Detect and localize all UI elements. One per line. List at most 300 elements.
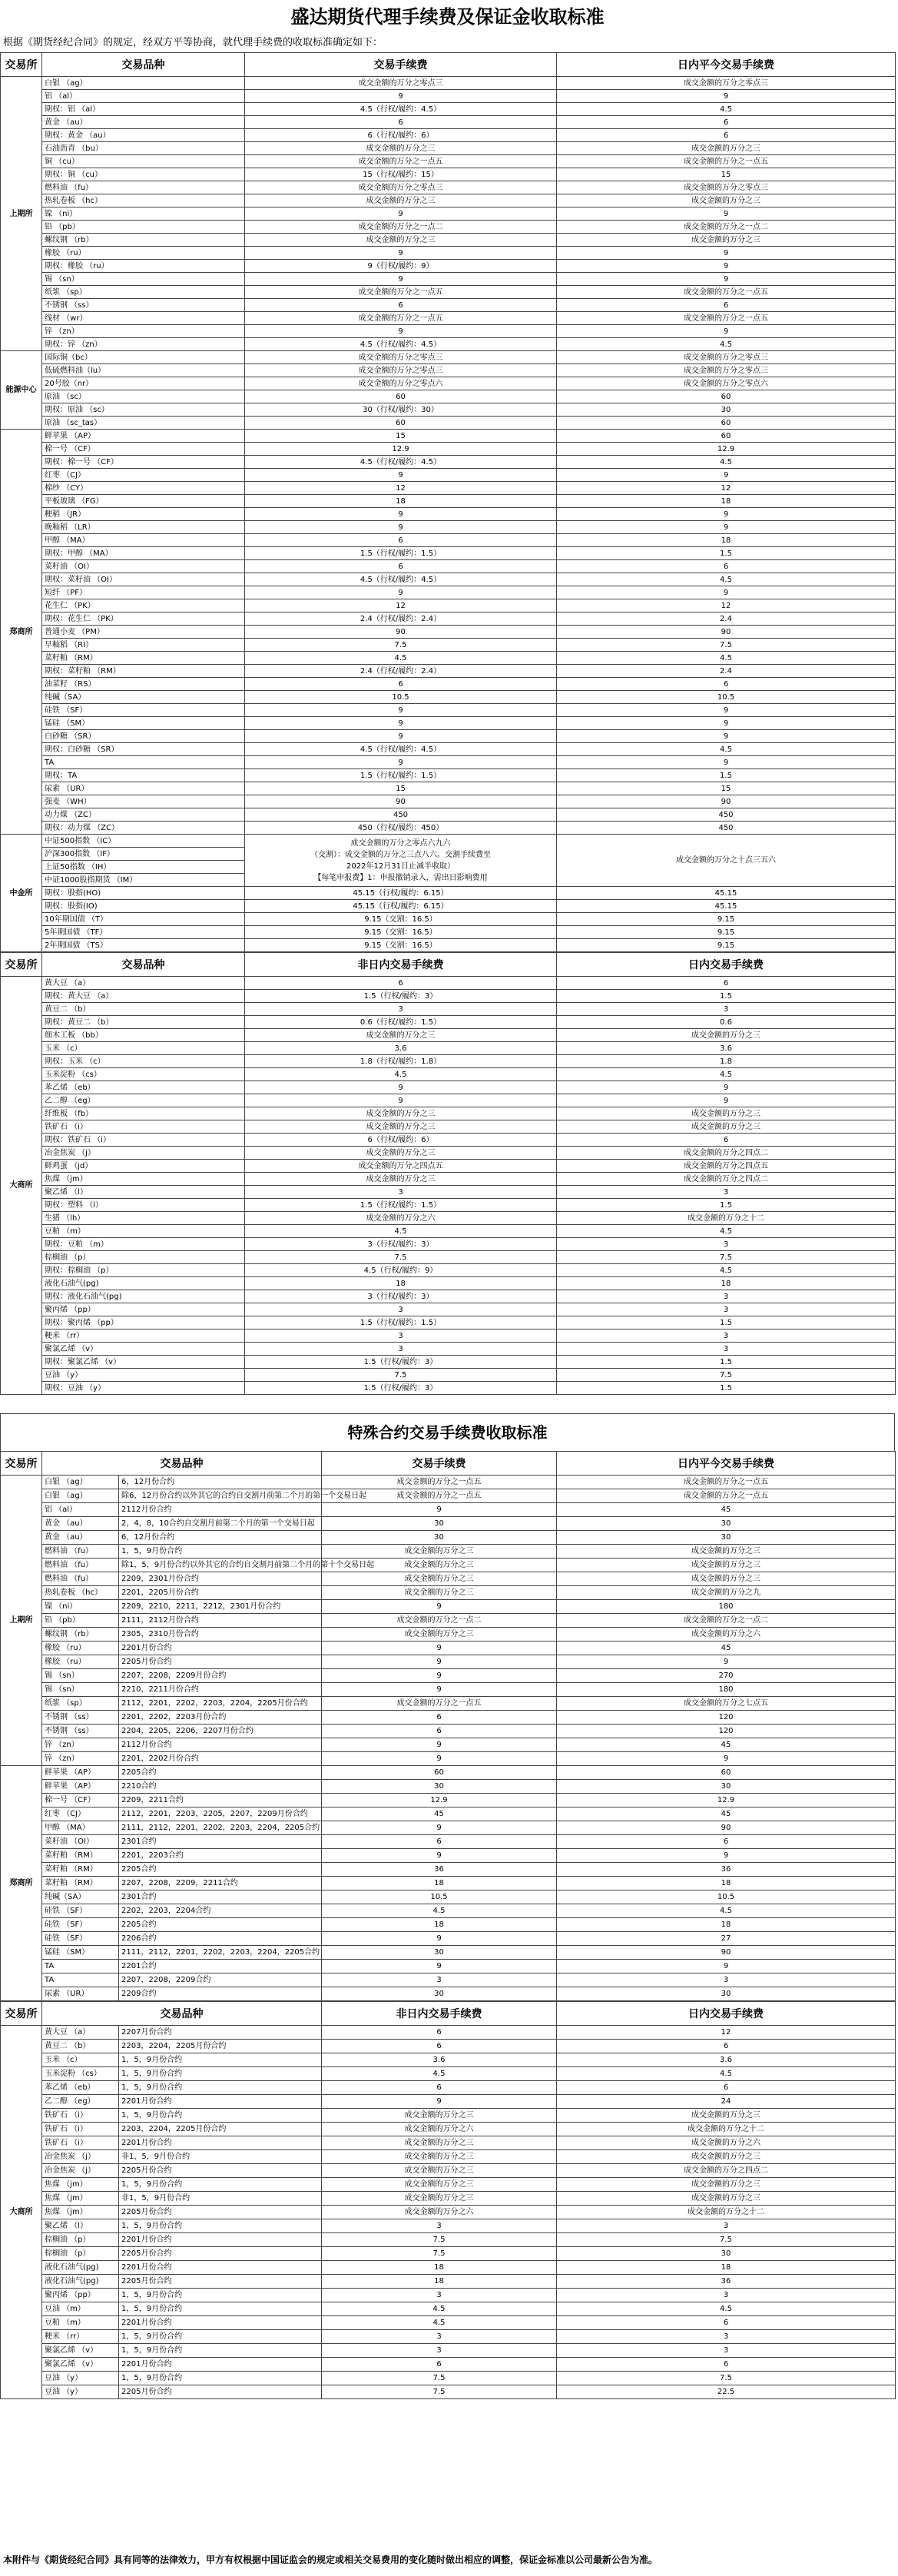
product-name: 螺纹钢 （rb）: [42, 234, 245, 247]
fee-value: 9: [245, 704, 557, 717]
product-name: 硅铁 （SF）: [42, 1932, 119, 1946]
fee-value: 4.5（行权/履约：4.5）: [245, 456, 557, 469]
fee-value: 30: [322, 1517, 557, 1531]
fee-value: 15: [245, 782, 557, 795]
product-name: 期权：黄金 （au）: [42, 129, 245, 142]
table-row: [1, 521, 896, 534]
product-name: 聚乙烯 （l）: [42, 2219, 119, 2233]
intraday-fee-value: 6: [557, 116, 896, 129]
intraday-fee-value: 2.4: [557, 665, 896, 678]
product-name: 乙二醇 （eg）: [42, 1094, 245, 1107]
intraday-fee-value: 3: [557, 1003, 896, 1016]
exchange-name: 能源中心: [1, 351, 42, 430]
product-name: 尿素 （UR）: [42, 782, 245, 795]
table-row: [1, 2206, 896, 2219]
table-row: [1, 1238, 896, 1251]
intraday-fee-value: 1.5: [557, 1382, 896, 1395]
contract-months: 2206合约: [119, 1932, 322, 1946]
intraday-fee-value: 3: [557, 1186, 896, 1199]
table-row: [1, 1863, 896, 1877]
product-name: 焦煤 （jm）: [42, 2206, 119, 2219]
table-row: [1, 887, 896, 900]
fee-value: 成交金额的万分之三: [245, 142, 557, 155]
intraday-fee-value: 4.5: [557, 2067, 896, 2081]
intraday-fee-value: 成交金额的万分之九: [557, 1586, 896, 1600]
table-row: [1, 2081, 896, 2095]
table-row: [1, 756, 896, 769]
contract-months: 非1，5，9月份合约: [119, 2192, 322, 2206]
table-row: [1, 495, 896, 508]
fee-value: 成交金额的万分之零点六: [245, 377, 557, 390]
table-row: [1, 782, 896, 795]
product-name: 期权：铁矿石 （i）: [42, 1134, 245, 1147]
table-row: [1, 1614, 896, 1628]
contract-months: 1，5，9月份合约: [119, 2178, 322, 2192]
intraday-fee-value: 成交金额的万分之四点二: [557, 2164, 896, 2178]
intraday-fee-value: 4.5: [557, 103, 896, 116]
product-name: 锌 （zn）: [42, 325, 245, 338]
contract-months: 2207，2208，2209月份合约: [119, 1669, 322, 1683]
fee-value: 3（行权/履约：3）: [245, 1290, 557, 1303]
table-row: [1, 1186, 896, 1199]
table-row: [1, 2178, 896, 2192]
intraday-fee-value: 成交金额的万分之三: [557, 2109, 896, 2123]
intraday-fee-value: 30: [557, 1531, 896, 1545]
table-row: [1, 77, 896, 90]
table-row: [1, 560, 896, 573]
product-name: 锡 （sn）: [42, 1683, 119, 1697]
table-row: [1, 612, 896, 626]
fee-value: 3: [322, 2289, 557, 2302]
fee-value: 6: [245, 534, 557, 547]
fee-value: 6: [245, 678, 557, 691]
table-row: [1, 534, 896, 547]
intro-text: 根据《期货经纪合同》的规定，经双方平等协商，就代理手续费的收取标准确定如下：: [3, 37, 383, 48]
product-name: 玉米淀粉 （cs）: [42, 2067, 119, 2081]
contract-months: 2205月份合约: [119, 2275, 322, 2289]
product-name: 黄金 （au）: [42, 1531, 119, 1545]
fee-value: 成交金额的万分之三: [322, 2164, 557, 2178]
contract-months: 1，5，9月份合约: [119, 2289, 322, 2302]
table-row: [1, 1738, 896, 1752]
table-row: [1, 1794, 896, 1808]
intraday-fee-value: 6: [557, 2040, 896, 2053]
fee-value: 成交金额的万分之三: [322, 2192, 557, 2206]
intraday-fee-value: 成交金额的万分之一点五: [557, 1476, 896, 1489]
product-name: 期权：锌 （zn）: [42, 338, 245, 351]
fee-value: 9: [245, 273, 557, 286]
product-name: 聚氯乙烯 （v）: [42, 2344, 119, 2358]
table-row: [1, 626, 896, 639]
product-name: TA: [42, 1973, 119, 1987]
product-name: 甲醇 （MA）: [42, 534, 245, 547]
header-row: [1, 1452, 896, 1476]
intraday-fee-value: 45: [557, 1808, 896, 1821]
table-row: [1, 2053, 896, 2067]
intraday-fee-value: 18: [557, 1877, 896, 1891]
intraday-fee-value: 9: [557, 247, 896, 260]
table-row: [1, 990, 896, 1003]
intraday-fee-value: 4.5: [557, 652, 896, 665]
intraday-fee-value: 36: [557, 1863, 896, 1877]
fee-value: 3: [245, 1329, 557, 1343]
table-row: [1, 1199, 896, 1212]
fee-value: 1.5（行权/履约：1.5）: [245, 769, 557, 782]
table-row: [1, 417, 896, 430]
fee-value: 9: [245, 325, 557, 338]
intraday-fee-value: 30: [557, 1780, 896, 1794]
product-name: 菜籽粕 （RM）: [42, 1877, 119, 1891]
intraday-fee-value: 45.15: [557, 887, 896, 900]
product-name: 硅铁 （SF）: [42, 1918, 119, 1932]
contract-months: 2305，2310月份合约: [119, 1628, 322, 1642]
intraday-fee-value: 4.5: [557, 1068, 896, 1081]
fee-value: 6（行权/履约：6）: [245, 1134, 557, 1147]
intraday-fee-value: 1.5: [557, 1199, 896, 1212]
product-name: 石油沥青 （bu）: [42, 142, 245, 155]
product-name: 期权：液化石油气(pg): [42, 1290, 245, 1303]
product-name: 期权：股指(IO): [42, 900, 245, 913]
product-name: 期权：塑料 （l）: [42, 1199, 245, 1212]
fee-value: 6: [245, 977, 557, 990]
product-name: 硅铁 （SF）: [42, 704, 245, 717]
table-row: [1, 390, 896, 403]
table-row: [1, 1821, 896, 1835]
fee-value: 成交金额的万分之三: [245, 234, 557, 247]
product-name: 豆粕 （m）: [42, 1225, 245, 1238]
table-row: [1, 1343, 896, 1356]
header-fee: 非日内交易手续费: [322, 2002, 557, 2026]
fee-value: 1.5（行权/履约：3）: [245, 1382, 557, 1395]
product-name: 棉一号 （CF）: [42, 1794, 119, 1808]
product-name: 线材 （wr）: [42, 312, 245, 325]
table-row: [1, 1382, 896, 1395]
table-row: [1, 665, 896, 678]
intraday-fee-value: 成交金额的万分之一点五: [557, 155, 896, 168]
table-row: [1, 1642, 896, 1655]
product-name: 纯碱（SA）: [42, 1891, 119, 1904]
intraday-fee-value: 成交金额的万分之零点三: [557, 351, 896, 364]
fee-value: 9: [245, 1094, 557, 1107]
product-name: TA: [42, 756, 245, 769]
product-name: 热轧卷板 （hc）: [42, 1586, 119, 1600]
intraday-fee-value: 30: [557, 1987, 896, 2001]
fee-value: 9: [245, 730, 557, 743]
intraday-fee-value: 成交金额的万分之零点三: [557, 77, 896, 90]
intraday-fee-value: 9: [557, 756, 896, 769]
product-name: 聚乙烯 （l）: [42, 1186, 245, 1199]
intraday-fee-value: 18: [557, 2261, 896, 2275]
table-row: [1, 1055, 896, 1068]
intraday-fee-value: 7.5: [557, 2372, 896, 2385]
fee-value: 成交金额的万分之三: [245, 1147, 557, 1160]
product-name: 期权：铝 （al）: [42, 103, 245, 116]
product-name: 期权：橡胶 （ru）: [42, 260, 245, 273]
product-name: 焦煤 （jm）: [42, 2192, 119, 2206]
table-row: [1, 1303, 896, 1316]
fee-value: 45: [322, 1808, 557, 1821]
table-row: [1, 1932, 896, 1946]
table-row: [1, 704, 896, 717]
table-row: [1, 1503, 896, 1517]
intraday-fee-value: 60: [557, 390, 896, 403]
header-fee: 交易手续费: [322, 1452, 557, 1476]
product-name: 白银 （ag）: [42, 1489, 119, 1503]
fee-value: 成交金额的万分之零点三: [245, 181, 557, 194]
product-name: 苯乙烯 （eb）: [42, 1081, 245, 1094]
intraday-fee-value: 18: [557, 1918, 896, 1932]
fee-value: 45.15（行权/履约：6.15）: [245, 887, 557, 900]
product-name: 黄大豆 （a）: [42, 977, 245, 990]
fee-value: 4.5: [245, 652, 557, 665]
contract-months: 1，5，9月份合约: [119, 2302, 322, 2316]
fee-value: 9: [322, 1932, 557, 1946]
product-name: 豆油 （y）: [42, 2372, 119, 2385]
table-row: [1, 403, 896, 417]
table-row: [1, 652, 896, 665]
header-exchange: 交易所: [1, 2002, 42, 2026]
product-name: 红枣 （CJ）: [42, 1808, 119, 1821]
contract-months: 2112，2201，2203，2205，2207，2209月份合约: [119, 1808, 322, 1821]
intraday-fee-value: 12: [557, 482, 896, 495]
fee-value: 成交金额的万分之零点三: [245, 77, 557, 90]
table-row: [1, 1489, 896, 1503]
product-name: 鲜苹果 （AP）: [42, 430, 245, 443]
fee-value: 成交金额的万分之零点三: [245, 351, 557, 364]
contract-months: 6，12月份合约: [119, 1531, 322, 1545]
table-row: [1, 1029, 896, 1042]
product-name: 锰硅 （SM）: [42, 717, 245, 730]
table-row: [1, 456, 896, 469]
table-row: [1, 1697, 896, 1711]
table-row: [1, 586, 896, 599]
intraday-fee-value: 成交金额的万分之七点五: [557, 1697, 896, 1711]
table-row: [1, 573, 896, 586]
fee-value: 9: [322, 1655, 557, 1669]
product-name: 期权：棕榈油 （p）: [42, 1264, 245, 1277]
intraday-fee-value: 3: [557, 2330, 896, 2344]
header-exchange: 交易所: [1, 1452, 42, 1476]
table-row: [1, 2302, 896, 2316]
product-name: 黄金 （au）: [42, 116, 245, 129]
intraday-fee-value: 1.5: [557, 1356, 896, 1369]
table-row: [1, 1277, 896, 1290]
fee-value: 6: [245, 299, 557, 312]
intraday-fee-value: 7.5: [557, 1369, 896, 1382]
intraday-fee-value: 4.5: [557, 1225, 896, 1238]
table-row: [1, 1042, 896, 1055]
fee-value: 1.5（行权/履约：3）: [245, 990, 557, 1003]
intraday-fee-value: 3.6: [557, 1042, 896, 1055]
fee-value: 成交金额的万分之三: [322, 1628, 557, 1642]
intraday-fee-value: 60: [557, 430, 896, 443]
fee-value: 30: [322, 1780, 557, 1794]
contract-months: 2201月份合约: [119, 2316, 322, 2330]
table-row: [1, 2136, 896, 2150]
table-row: [1, 1356, 896, 1369]
intraday-fee-value: 成交金额的万分之四点五: [557, 1160, 896, 1173]
intraday-fee-value: 450: [557, 822, 896, 835]
product-name: 白砂糖 （SR）: [42, 730, 245, 743]
fee-value: 12: [245, 599, 557, 612]
intraday-fee-value: 1.5: [557, 769, 896, 782]
table-row: [1, 1094, 896, 1107]
intraday-fee-value: 9: [557, 1752, 896, 1766]
intraday-fee-value: 9: [557, 260, 896, 273]
product-name: 玉米淀粉 （cs）: [42, 1068, 245, 1081]
table-row: [1, 2316, 896, 2330]
fee-value: 成交金额的万分之一点五: [322, 1489, 557, 1503]
contract-months: 2201月份合约: [119, 2233, 322, 2247]
fee-value: 9: [322, 1503, 557, 1517]
product-name: 期权：动力煤 （ZC）: [42, 822, 245, 835]
table-row: [1, 1251, 896, 1264]
product-name: TA: [42, 1960, 119, 1973]
fee-value: 1.5（行权/履约：1.5）: [245, 1199, 557, 1212]
fee-value: 9: [322, 1683, 557, 1697]
intraday-fee-value: 90: [557, 795, 896, 808]
product-name: 20号胶（nr）: [42, 377, 245, 390]
table-row: [1, 717, 896, 730]
fee-value: 成交金额的万分之三: [322, 2109, 557, 2123]
table-row: [1, 155, 896, 168]
product-name: 上证50指数 （IH）: [42, 861, 245, 874]
intraday-fee-value: 4.5: [557, 456, 896, 469]
intraday-fee-value: 成交金额的万分之四点二: [557, 1147, 896, 1160]
product-name: 纯碱（SA）: [42, 691, 245, 704]
fee-table-dce: [0, 952, 896, 1395]
fee-value: 4.5（行权/履约：4.5）: [245, 743, 557, 756]
table-row: [1, 1835, 896, 1849]
fee-value: 3: [245, 1303, 557, 1316]
fee-value: 7.5: [322, 2385, 557, 2399]
table-row: [1, 1808, 896, 1821]
table-row: [1, 913, 896, 926]
table-row: [1, 1780, 896, 1794]
intraday-fee-value: 12.9: [557, 1794, 896, 1808]
intraday-fee-value: 90: [557, 1946, 896, 1960]
table-row: [1, 1016, 896, 1029]
table-row: [1, 1655, 896, 1669]
product-name: 期权：股指(HO): [42, 887, 245, 900]
header-row: [1, 53, 896, 77]
contract-months: 2205合约: [119, 1766, 322, 1780]
intraday-fee-value: 6: [557, 977, 896, 990]
product-name: 鲜鸡蛋 （jd）: [42, 1160, 245, 1173]
index-intraday-fee: 成交金额的万分之十点三五六: [557, 835, 896, 887]
fee-value: 30: [322, 1531, 557, 1545]
header-product: 交易品种: [42, 953, 245, 977]
intraday-fee-value: 180: [557, 1683, 896, 1697]
fee-value: 成交金额的万分之四点五: [245, 1160, 557, 1173]
table-row: [1, 260, 896, 273]
index-fee-line: （交割）：成交金额的万分之三点八六。交割手续费至: [310, 850, 491, 859]
fee-value: 9: [245, 247, 557, 260]
table-row: [1, 351, 896, 364]
product-name: 液化石油气(pg): [42, 2275, 119, 2289]
intraday-fee-value: 9.15: [557, 926, 896, 939]
contract-months: 2201月份合约: [119, 2358, 322, 2372]
intraday-fee-value: 成交金额的万分之零点三: [557, 181, 896, 194]
product-name: 纤维板 （fb）: [42, 1107, 245, 1120]
table-row: [1, 2219, 896, 2233]
product-name: 冶金焦炭 （j）: [42, 2164, 119, 2178]
fee-value: 成交金额的万分之三: [245, 194, 557, 207]
intraday-fee-value: 成交金额的万分之三: [557, 1029, 896, 1042]
header-product: 交易品种: [42, 1452, 322, 1476]
fee-value: 成交金额的万分之三: [245, 1120, 557, 1134]
fee-value: 9: [322, 1849, 557, 1863]
fee-value: 4.5（行权/履约：9）: [245, 1264, 557, 1277]
intraday-fee-value: 12.9: [557, 443, 896, 456]
product-name: 菜籽粕 （RM）: [42, 1863, 119, 1877]
product-name: 期权：黄豆二 （b）: [42, 1016, 245, 1029]
fee-value: 0.6（行权/履约：1.5）: [245, 1016, 557, 1029]
intraday-fee-value: 成交金额的万分之十二: [557, 1212, 896, 1225]
intraday-fee-value: 450: [557, 808, 896, 822]
intraday-fee-value: 6: [557, 299, 896, 312]
fee-value: 9: [322, 1600, 557, 1614]
table-row: [1, 1669, 896, 1683]
fee-value: 3: [322, 2330, 557, 2344]
product-name: 豆粕 （m）: [42, 2316, 119, 2330]
fee-value: 3: [245, 1343, 557, 1356]
fee-value: 30: [322, 1987, 557, 2001]
intraday-fee-value: 9: [557, 1094, 896, 1107]
header-intraday-fee: 日内交易手续费: [557, 2002, 896, 2026]
intraday-fee-value: 成交金额的万分之三: [557, 2192, 896, 2206]
intraday-fee-value: 9: [557, 717, 896, 730]
intraday-fee-value: 成交金额的万分之一点二: [557, 1614, 896, 1628]
product-name: 10年期国债 （T）: [42, 913, 245, 926]
fee-value: 成交金额的万分之三: [322, 1545, 557, 1559]
product-name: 锰硅 （SM）: [42, 1946, 119, 1960]
table-row: [1, 1752, 896, 1766]
table-row: [1, 2164, 896, 2178]
contract-months: 2112月份合约: [119, 1503, 322, 1517]
product-name: 普通小麦 （PM）: [42, 626, 245, 639]
table-row: [1, 273, 896, 286]
fee-value: 9.15（交割：16.5）: [245, 913, 557, 926]
intraday-fee-value: 成交金额的万分之十二: [557, 2206, 896, 2219]
product-name: 期权：棉一号 （CF）: [42, 456, 245, 469]
fee-value: 6: [322, 2358, 557, 2372]
table-row: [1, 2109, 896, 2123]
fee-value: 90: [245, 795, 557, 808]
contract-months: 非1，5，9月份合约: [119, 2150, 322, 2164]
contract-months: 2205月份合约: [119, 1655, 322, 1669]
product-name: 鲜苹果 （AP）: [42, 1780, 119, 1794]
intraday-fee-value: 9: [557, 469, 896, 482]
exchange-name: 中金所: [1, 835, 42, 952]
table-row: [1, 2289, 896, 2302]
table-row: [1, 2026, 896, 2040]
contract-months: 2201，2205月份合约: [119, 1586, 322, 1600]
intraday-fee-value: 120: [557, 1725, 896, 1738]
fee-value: 成交金额的万分之三: [322, 2178, 557, 2192]
product-name: 沪深300指数 （IF）: [42, 848, 245, 861]
contract-months: 1，5，9月份合约: [119, 2067, 322, 2081]
fee-value: 成交金额的万分之六: [245, 1212, 557, 1225]
intraday-fee-value: 成交金额的万分之三: [557, 234, 896, 247]
product-name: 棉纱 （CY）: [42, 482, 245, 495]
fee-value: 1.5（行权/履约：3）: [245, 1356, 557, 1369]
contract-months: 2209，2211合约: [119, 1794, 322, 1808]
table-row: [1, 639, 896, 652]
fee-value: 9: [245, 521, 557, 534]
table-row: [1, 599, 896, 612]
fee-value: 9: [322, 1669, 557, 1683]
